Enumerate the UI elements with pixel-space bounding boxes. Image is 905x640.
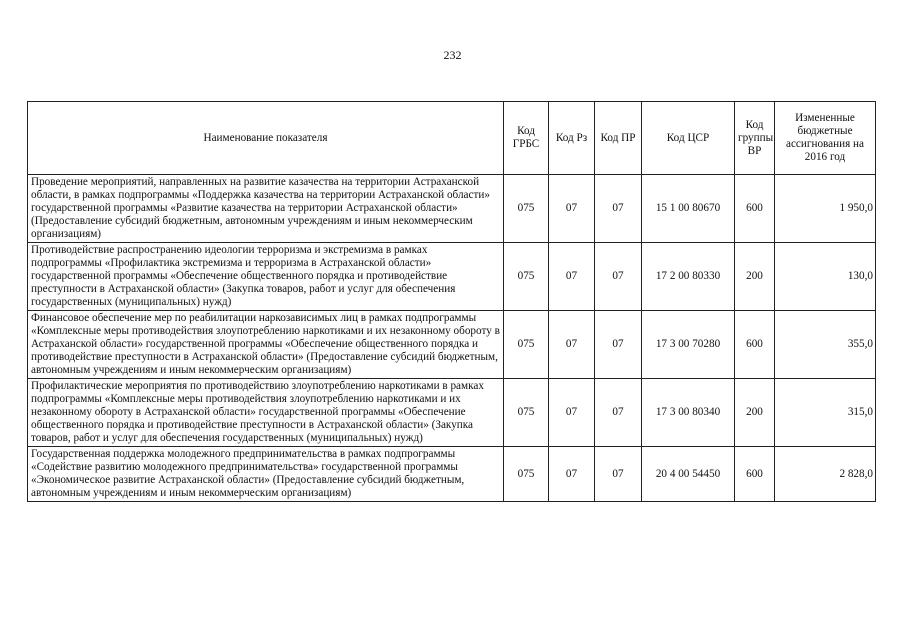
row-grbs: 075 (504, 379, 549, 447)
row-vr: 200 (735, 243, 775, 311)
header-amount: Измененные бюджетные ассигнования на 2016 год (775, 102, 876, 175)
header-name: Наименование показателя (28, 102, 504, 175)
row-grbs: 075 (504, 243, 549, 311)
header-grbs: Код ГРБС (504, 102, 549, 175)
header-vr: Код группы ВР (735, 102, 775, 175)
row-vr: 600 (735, 311, 775, 379)
row-name: Профилактические мероприятия по противодействию злоупотреблению наркотиками в рамках подпрограммы «Комплексные меры противодействия злоупотреблению наркотиками и их незаконному обороту в Астраханской области» государственной программы «Обеспечение общественного порядка и противодействие преступности в Астраханской области» (Закупка товаров, работ и услуг для обеспечения государственных (муниципальных) нужд) (28, 379, 504, 447)
row-pr: 07 (595, 243, 642, 311)
header-pr: Код ПР (595, 102, 642, 175)
row-pr: 07 (595, 175, 642, 243)
row-amount: 355,0 (775, 311, 876, 379)
row-rz: 07 (549, 175, 595, 243)
header-csr: Код ЦСР (642, 102, 735, 175)
table-row (28, 175, 876, 243)
page-number: 232 (443, 48, 462, 62)
row-amount: 2 828,0 (775, 447, 876, 502)
row-name: Государственная поддержка молодежного предпринимательства в рамках подпрограммы «Содействие развитию молодежного предпринимательства» государственной программы «Экономическое развитие Астраханской области» (Предоставление субсидий бюджетным, автономным учреждениям и иным некоммерческим организациям) (28, 447, 504, 502)
table-row (28, 243, 876, 311)
table-header-row (28, 102, 876, 175)
row-name: Противодействие распространению идеологии терроризма и экстремизма в рамках подпрограммы «Профилактика экстремизма и терроризма в Астраханской области» государственной программы «Обеспечение общественного порядка и противодействие преступности в Астраханской области» (Закупка товаров, работ и услуг для обеспечения государственных (муниципальных) нужд) (28, 243, 504, 311)
row-grbs: 075 (504, 175, 549, 243)
table-row (28, 447, 876, 502)
row-amount: 1 950,0 (775, 175, 876, 243)
header-rz: Код Рз (549, 102, 595, 175)
row-name: Финансовое обеспечение мер по реабилитации наркозависимых лиц в рамках подпрограммы «Комплексные меры противодействия злоупотреблению наркотиками и их незаконному обороту в Астраханской области» государственной программы «Обеспечение общественного порядка и противодействие преступности в Астраханской области» (Предоставление субсидий бюджетным, автономным учреждениям и иным некоммерческим организациям) (28, 311, 504, 379)
row-rz: 07 (549, 447, 595, 502)
row-rz: 07 (549, 379, 595, 447)
row-pr: 07 (595, 447, 642, 502)
row-rz: 07 (549, 243, 595, 311)
row-pr: 07 (595, 311, 642, 379)
row-csr: 17 3 00 80340 (642, 379, 735, 447)
budget-table (27, 101, 876, 502)
row-csr: 17 3 00 70280 (642, 311, 735, 379)
row-name: Проведение мероприятий, направленных на развитие казачества на территории Астраханской области, в рамках подпрограммы «Поддержка казачества на территории Астраханской области» государственной программы «Развитие казачества на территории Астраханской области» (Предоставление субсидий бюджетным, автономным учреждениям и иным некоммерческим организациям) (28, 175, 504, 243)
row-amount: 130,0 (775, 243, 876, 311)
table-row (28, 311, 876, 379)
table-row (28, 379, 876, 447)
row-vr: 600 (735, 175, 775, 243)
row-csr: 15 1 00 80670 (642, 175, 735, 243)
row-vr: 200 (735, 379, 775, 447)
row-amount: 315,0 (775, 379, 876, 447)
row-csr: 17 2 00 80330 (642, 243, 735, 311)
row-rz: 07 (549, 311, 595, 379)
row-csr: 20 4 00 54450 (642, 447, 735, 502)
row-grbs: 075 (504, 311, 549, 379)
row-vr: 600 (735, 447, 775, 502)
row-pr: 07 (595, 379, 642, 447)
row-grbs: 075 (504, 447, 549, 502)
